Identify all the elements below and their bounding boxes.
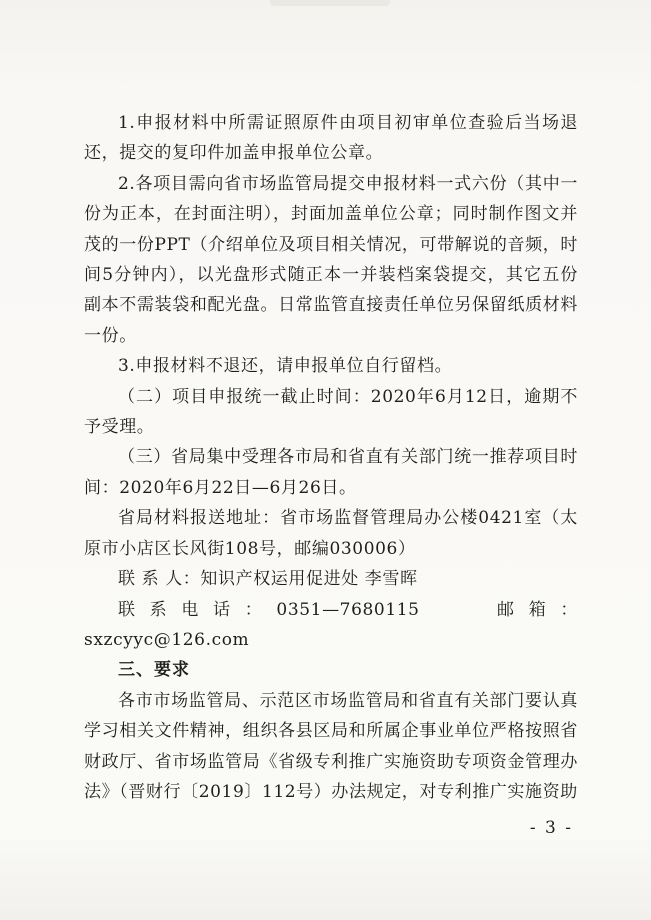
paragraph-2: 2.各项目需向省市场监管局提交申报材料一式六份（其中一份为正本，在封面注明），封面加盖单位公章；同时制作图文并茂的一份PPT（介绍单位及项目相关情况，可带解说的音频，时间5分钟内），以光盘形式随正本一并装档案袋提交，其它五份副本不需装袋和配光盘。日常监管直接责任单位另保留纸质材料一份。: [84, 173, 578, 346]
paragraph-address: 省局材料报送地址：省市场监督管理局办公楼0421室（太原市小店区长风街108号，邮编030006）: [84, 508, 578, 559]
paragraph-contact: 联 系 人：知识产权运用促进处 李雪晖: [118, 569, 418, 590]
scan-edge-mark: [270, 0, 390, 6]
paragraph-3: 3.申报材料不退还，请申报单位自行留档。: [118, 356, 453, 377]
paragraph-4: （二）项目申报统一截止时间：2020年6月12日，逾期不予受理。: [84, 386, 578, 438]
section-heading-requirements: 三、要求: [118, 660, 190, 681]
paragraph-1: 1.申报材料中所需证照原件由项目初审单位查验后当场退还，提交的复印件加盖申报单位公章。: [84, 113, 578, 164]
paragraph-phone-email: 联系电话：0351—7680115 邮箱：sxzcyyc@126.com: [84, 599, 578, 650]
page-number: - 3 -: [529, 818, 573, 838]
document-body: [84, 108, 578, 807]
paragraph-requirements: 各市市场监管局、示范区市场监管局和省直有关部门要认真学习相关文件精神，组织各县区局和所属企事业单位严格按照省财政厅、省市场监管局《省级专利推广实施资助专项资金管理办法》（晋财行〔2019〕112号）办法规定，对专利推广实施资助: [84, 690, 578, 802]
paragraph-5: （三）省局集中受理各市局和省直有关部门统一推荐项目时间：2020年6月22日—6月26日。: [84, 447, 578, 498]
